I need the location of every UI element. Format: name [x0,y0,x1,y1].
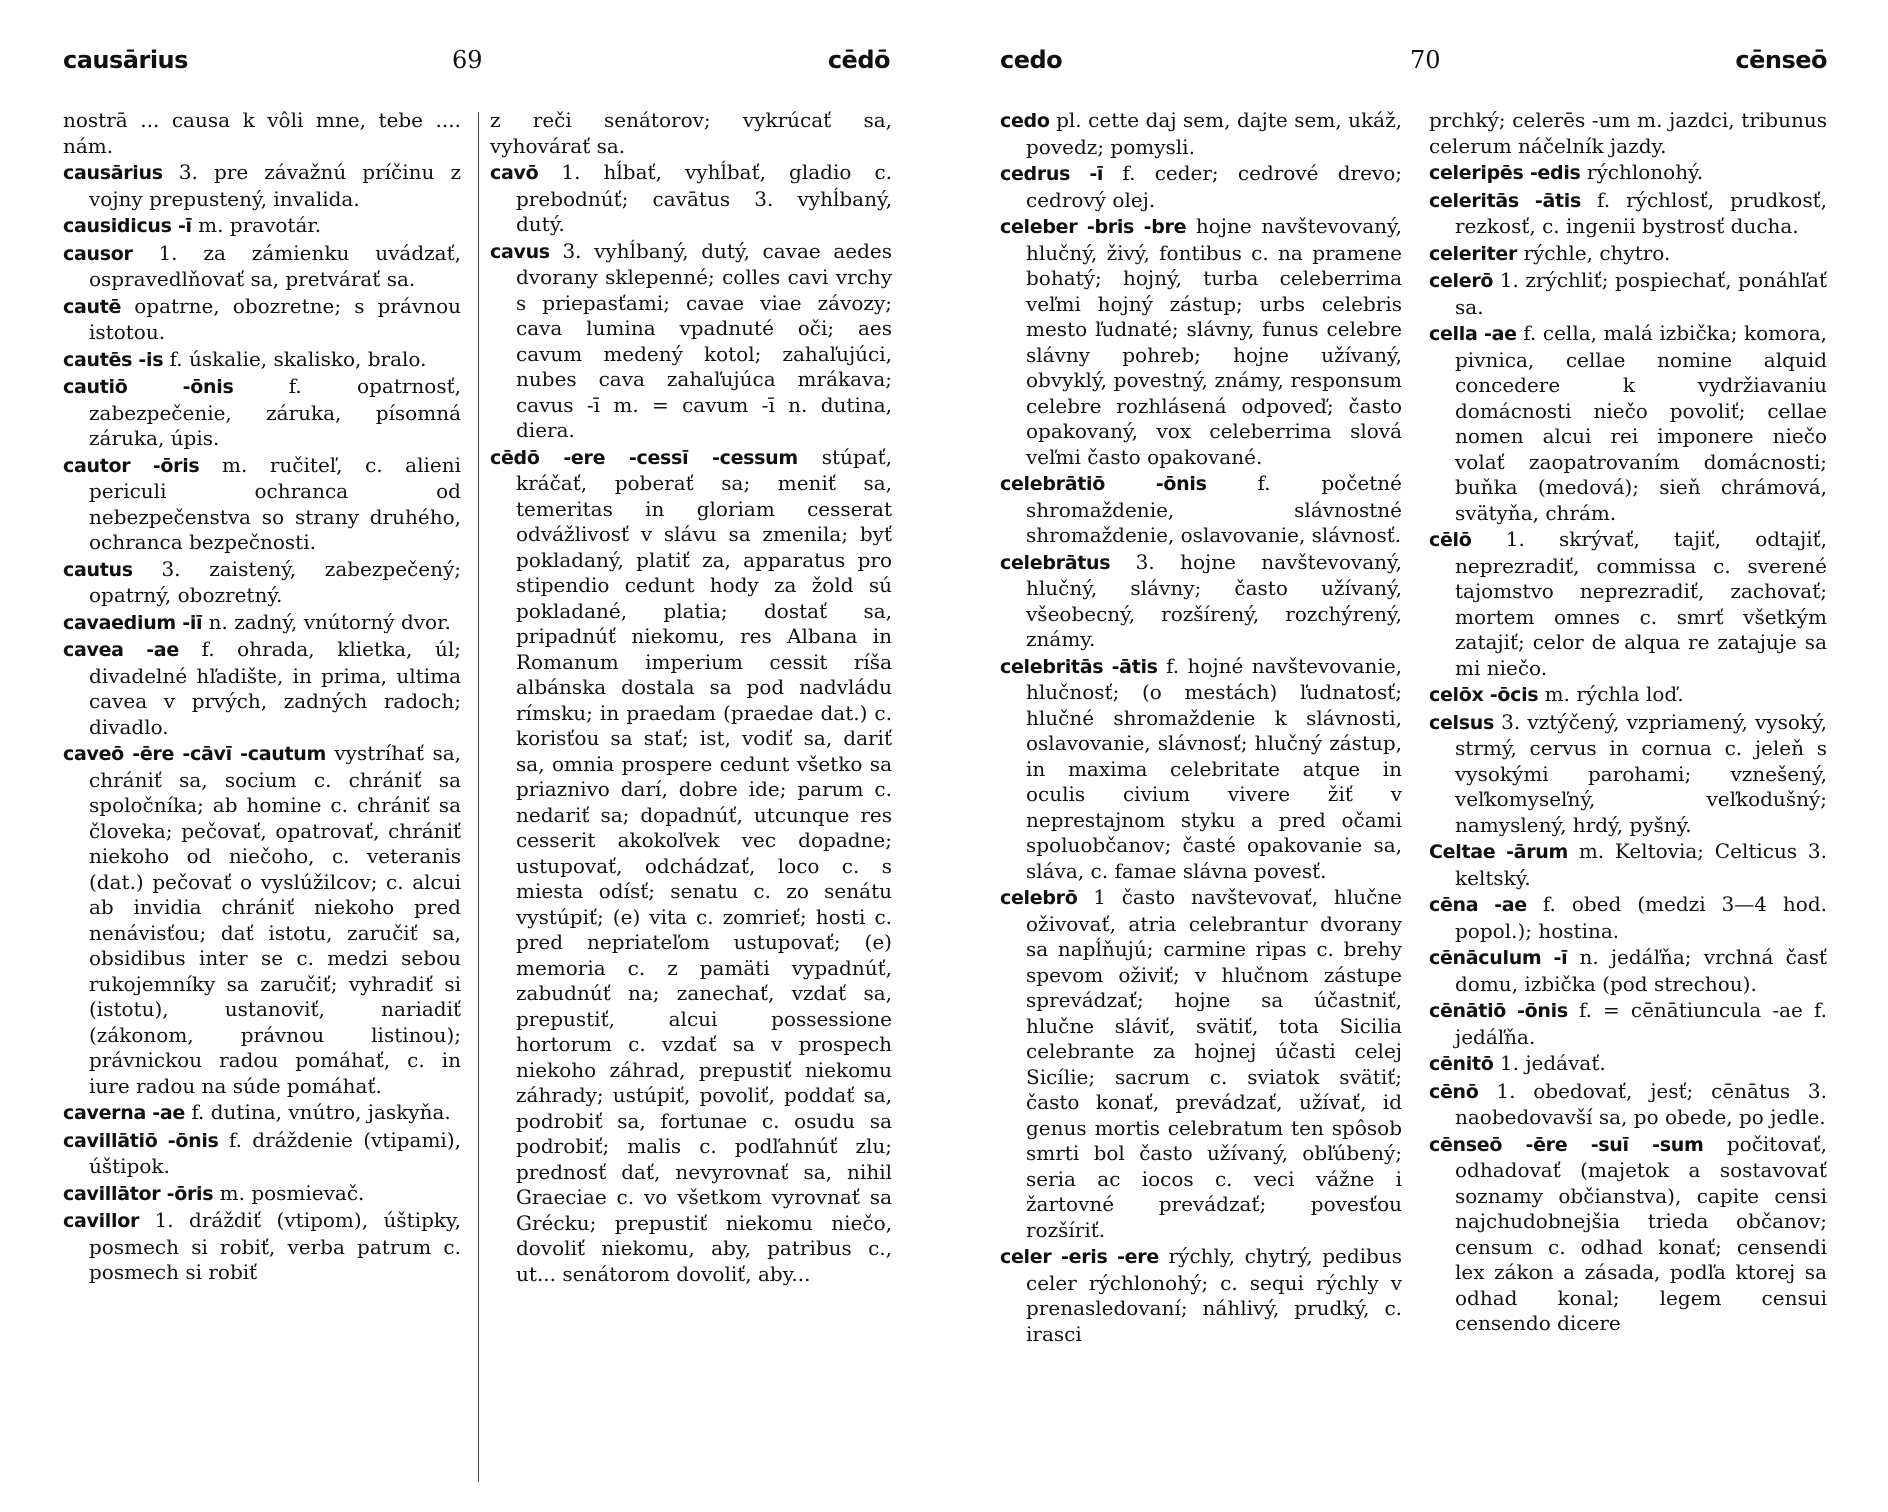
dictionary-entry [63,610,461,637]
entry-text: 3. vyhĺbaný, dutý, cavae aedes dvorany sklepenné; colles cavi vrchy s priepasťami; cavae viae závozy; cava lumina vpadnuté oči; aes cavum medený kotol; zahaľujúci, nubes cava zahaľujúca mrákava; cavus -ī m. = cavum -ī n. dutina, diera. [516,238,893,442]
header-left-guideword: cedo [1000,46,1063,74]
entry-headword: celebrātus [1000,551,1111,574]
right-page [944,0,1888,1500]
dictionary-entry [63,160,461,212]
entry-text: m. rýchla loď. [1544,682,1684,706]
entry-text: 1. dráždiť (vtipom), úštipky, posmech si robiť, verba patrum c. posmech si robiť [89,1208,462,1284]
entry-text: prchký; celerēs -um m. jazdci, tribunus celerum náčelník jazdy. [1429,108,1827,158]
entry-text: f. opatrnosť, zabezpečenie, záruka, písomná záruka, úpis. [89,374,461,450]
entry-headword: cavillātor -ōris [63,1182,214,1205]
dictionary-entry [1429,998,1827,1050]
dictionary-entry [63,1100,461,1127]
entry-headword: cēnseō -ēre -suī -sum [1429,1133,1704,1156]
dictionary-entry [63,241,461,293]
dictionary-entry [1429,945,1827,997]
entry-headword: cēlō [1429,529,1472,551]
entry-text: f. cella, malá izbička; komora, pivnica, cellae nomine alquid concedere k vydržiavaniu domácnosti niečo povoliť; cellae nomen alcui rei imponere niečo volať zaopatrovaním domácnosti; buňka (medová); sieň chrámová, svätyňa, chrám. [1455,321,1828,525]
dictionary-entry [1429,160,1827,187]
entry-headword: celebrō [1000,887,1078,909]
entry-headword: cavaedium -iī [63,611,203,634]
dictionary-entry [1429,188,1827,240]
entry-headword: cavillor [63,1210,140,1232]
entry-headword: celsus [1429,711,1495,734]
dictionary-entry [63,213,461,240]
entry-text: pl. cette daj sem, dajte sem, ukáž, povedz; pomysli. [1026,108,1402,159]
dictionary-entry [63,1181,461,1208]
dictionary-entry [1000,108,1402,160]
dictionary-entry [63,741,461,1099]
entry-text: 1. obedovať, jesť; cēnātus 3. naobedovavší sa, po obede, po jedle. [1455,1078,1827,1129]
entry-headword: cautor -ōris [63,454,200,477]
entry-headword: caveō -ēre -cāvī -cautum [63,743,326,765]
dictionary-entry [63,294,461,346]
entry-headword: causārius [63,162,163,184]
dictionary-entry [1429,241,1827,268]
page-number: 69 [452,46,483,74]
left-page [0,0,944,1500]
entry-headword: celōx -ōcis [1429,684,1539,706]
entry-text: f. = cēnātiuncula -ae f. jedáľňa. [1455,998,1827,1049]
dictionary-entry [63,1128,461,1180]
entry-text: 3. zaistený, zabezpečený; opatrný, obozretný. [89,556,462,607]
dictionary-entry [1429,710,1827,839]
entry-headword: causor [63,242,133,265]
entry-text: m. posmievač. [219,1180,365,1205]
entry-headword: celebritās -ātis [1000,655,1158,678]
dictionary-entry [63,557,461,609]
entry-headword: celeritās -ātis [1429,189,1582,212]
entry-headword: celebrātiō -ōnis [1000,473,1207,495]
entry-headword: Celtae -ārum [1429,841,1568,863]
entry-text: 1. hĺbať, vyhĺbať, gladio c. prebodnúť; cavātus 3. vyhĺbaný, dutý. [516,160,893,236]
entry-text: n. jedáľňa; vrchná časť domu, izbička (pod strechou). [1455,945,1827,996]
column-rule [478,112,479,1482]
entry-text: f. rýchlosť, prudkosť, rezkosť, c. ingenii bystrosť ducha. [1455,187,1828,238]
entry-text: 1. skrývať, tajiť, odtajiť, neprezradiť, commissa c. sverené tajomstvo neprezradiť, zachovať; mortem omnes c. smrť všetkým zatajiť; celor de alqua re zatajuje sa mi niečo. [1455,527,1828,680]
entry-text: 1. jedávať. [1499,1051,1606,1075]
entry-headword: cautus [63,558,133,581]
entry-headword: cēnitō [1429,1053,1494,1075]
entry-text: f. obed (medzi 3—4 hod. popol.); hostina. [1455,892,1827,943]
column [1429,108,1827,1337]
entry-headword: cavus [490,240,550,263]
running-header [0,44,944,84]
entry-text: 1. zrýchliť; pospiechať, ponáhľať sa. [1455,268,1828,319]
entry-headword: cella -ae [1429,323,1517,345]
dictionary-entry [1429,839,1827,891]
entry-text: 1. za zámienku uvádzať, ospravedlňovať sa, pretvárať sa. [89,240,461,291]
entry-text: f. hojné navštevovanie, hlučnosť; (o mestách) ľudnatosť; hlučné shromaždenie k slávnosti, oslavovanie, slávnosť; hlučný zástup, in maxima celebritate atque in oculis civium vivere žiť v neprestajnom styku a pred očami spoluobčanov; časté opakovanie sa, sláva, c. famae slávna povesť. [1026,653,1403,883]
dictionary-entry [1000,550,1402,653]
entry-headword: celeripēs -edis [1429,162,1581,184]
entry-headword: cavō [490,162,539,184]
entry-text: nostrā ... causa k vôli mne, tebe .... nám. [63,108,461,158]
entry-text: m. Keltovia; Celticus 3. keltský. [1455,839,1827,890]
entry-text: stúpať, kráčať, poberať sa; meniť sa, temeritas in gloriam cesserat odvážlivosť v slávu sa zmenila; byť pokladaný, platiť za, apparatus pro stipendio cedunt hody za žold sú pokladané, platia; dostať sa, pripadnúť niekomu, res Albana in Romanum imperium cessit ríša albánska dostala sa pod nadvládu rímsku; in praedam (praedae dat.) c. korisťou sa stať; ist, vodiť sa, dariť sa, omnia prospere cedunt všetko sa priaznivo darí, dobre ide; parum c. nedariť sa; dopadnúť, utcunque res cesserit akokoľvek vec dopadne; ustupovať, odchádzať, loco c. s miesta odísť; senatu c. zo senátu vystúpiť; (e) vita c. zomrieť; hosti c. pred nepriateľom ustupovať; (e) memoria c. z pamäti vypadnúť, zabudnúť na; zanechať, vzdať sa, prepustiť, alcui possessione hortorum c. vzdať sa v prospech niekoho záhrad, prepustiť niekomu záhrady; ustúpiť, povoliť, poddať sa, podrobiť sa, fortunae c. osudu sa podrobiť; malis c. podľahnúť zlu; prednosť dať, nevyrovnať sa, nihil Graeciae c. vo všetkom vyrovnať sa Grécku; prepustiť niekomu niečo, dovoliť niekomu, aby, patribus c., ut... senátorom dovoliť, aby... [516,444,893,1286]
entry-text: vystríhať sa, chrániť sa, socium c. chrániť sa spoločníka; ab homine c. chrániť sa človeka; pečovať, opatrovať, chrániť niekoho od niečoho, c. veteranis (dat.) pečovať o vyslúžilcov; c. alcui ab invidia chrániť niekoho pred nenávisťou; dať istotu, zaručiť sa, obsidibus inter se c. medzi sebou rukojemníky sa zaručiť; vyhradiť si (istotu), ustanoviť, nariadiť (zákonom, právnou listinou); právnickou radou pomáhať, c. in iure radou na súde pomáhať. [89,741,462,1098]
dictionary-entry [63,1208,461,1286]
entry-text: rýchle, chytro. [1523,240,1671,265]
entry-headword: cautē [63,295,122,318]
entry-headword: cēdō -ere -cessī -cessum [490,446,798,469]
entry-headword: cēnāculum -ī [1429,947,1568,969]
dictionary-entry [1429,1051,1827,1078]
entry-headword: celer -eris -ere [1000,1246,1159,1268]
entry-headword: celerō [1429,270,1494,292]
dictionary-entry [490,160,892,238]
entry-continuation [63,108,461,159]
dictionary-entry [63,453,461,556]
dictionary-entry [1429,321,1827,526]
entry-text: počitovať, odhadovať (majetok a sostavovať soznamy občianstva), capite censi najchudobnejšia trieda občanov; censum c. odhad konať; censendi lex zákon a zásada, podľa ktorej sa odhad konal; legem censui censendo dicere [1455,1131,1827,1335]
entry-text: m. pravotár. [198,213,322,237]
header-right-guideword: cēnseō [1735,46,1827,74]
entry-text: f. ceder; cedrové drevo; cedrový olej. [1026,161,1402,212]
entry-text: rýchly, chytrý, pedibus celer rýchlonohý; c. sequi rýchly v prenasledovaní; náhlivý, prudký, c. irasci [1026,1244,1402,1346]
entry-text: f. dráždenie (vtipami), úštipok. [89,1127,461,1178]
dictionary-entry [1000,654,1402,885]
entry-headword: celeber -bris -bre [1000,216,1187,238]
column [490,108,892,1287]
dictionary-entry [1000,161,1402,213]
entry-text: f. ohrada, klietka, úl; divadelné hľadište, in prima, ultima cavea v prvých, zadných radoch; divadlo. [89,637,462,739]
dictionary-entry [1429,1079,1827,1131]
entry-continuation [1429,108,1827,159]
dictionary-entry [63,637,461,740]
entry-headword: causidicus -ī [63,215,192,237]
page-number: 70 [1410,46,1441,74]
entry-headword: celeriter [1429,242,1518,265]
dictionary-entry [1000,1244,1402,1347]
dictionary-entry [490,445,892,1288]
header-left-guideword: causārius [63,46,188,74]
entry-text: rýchlonohý. [1586,160,1704,184]
dictionary-entry [1429,892,1827,944]
entry-text: 3. vztýčený, vzpriamený, vysoký, strmý, cervus in cornua c. jeleň s vysokými parohami; vznešený, veľkomyseľný, veľkodušný; namyslený, hrdý, pyšný. [1455,709,1828,837]
dictionary-entry [1429,682,1827,709]
entry-headword: cedo [1000,110,1050,132]
dictionary-entry [490,239,892,444]
entry-text: opatrne, obozretne; s právnou istotou. [89,293,461,344]
header-right-guideword: cēdō [827,46,890,74]
entry-text: n. zadný, vnútorný dvor. [208,609,451,634]
dictionary-entry [1429,268,1827,320]
dictionary-entry [1000,471,1402,549]
column [63,108,461,1286]
entry-headword: cēna -ae [1429,894,1527,916]
entry-continuation [490,108,892,159]
entry-headword: cavillātiō -ōnis [63,1129,219,1152]
running-header [944,44,1888,84]
dictionary-entry [1000,214,1402,470]
entry-headword: cavea -ae [63,639,179,661]
entry-text: m. ručiteľ, c. alieni periculi ochranca od nebezpečenstva so strany druhého, ochranca bezpečnosti. [89,452,462,554]
entry-text: 3. pre závažnú príčinu z vojny prepustený, invalida. [89,160,461,211]
entry-text: z reči senátorov; vykrúcať sa, vyhovárať sa. [490,108,892,158]
entry-headword: cedrus -ī [1000,163,1104,185]
entry-text: f. úskalie, skalisko, bralo. [169,346,427,371]
entry-text: f. dutina, vnútro, jaskyňa. [191,1100,451,1124]
dictionary-entry [63,347,461,374]
dictionary-entry [1000,885,1402,1243]
entry-text: 1 často navštevovať, hlučne oživovať, atria celebrantur dvorany sa napĺňujú; carmine ripas c. brehy spevom oživiť; v hlučnom zástupe sprevádzať; hojne sa účastniť, hlučne sláviť, svätiť, tota Sicilia celebrante za hojnej účasti celej Sicílie; sacrum c. sviatok svätiť; často konať, prevádzať, užívať, id genus mortis celebratum ten spôsob smrti bol často užívaný, obľúbený; seria ac iocos c. veci vážne i žartovné prevádzať; povesťou rozšíriť. [1026,885,1402,1242]
entry-headword: cautēs -is [63,348,164,371]
entry-text: f. početné shromaždenie, slávnostné shromaždenie, oslavovanie, slávnosť. [1026,471,1402,547]
entry-headword: cēnātiō -ōnis [1429,1000,1568,1022]
entry-text: 3. hojne navštevovaný, hlučný, slávny; často užívaný, všeobecný, rozšírený, rozchýrený, známy. [1026,549,1402,651]
dictionary-entry [63,374,461,452]
entry-headword: caverna -ae [63,1102,185,1124]
column [1000,108,1402,1347]
entry-text: hojne navštevovaný, hlučný, živý, fontibus c. na pramene bohatý; hojný, turba celeberrima veľmi hojný zástup; urbs celebris mesto ľudnaté; slávny, funus celebre slávny pohreb; hojne užívaný, obvyklý, povestný, známy, responsum celebre rozhlásená odpoveď; často opakovaný, vox celeberrima slová veľmi často opakované. [1026,214,1402,469]
dictionary-entry [1429,527,1827,681]
dictionary-entry [1429,1132,1827,1337]
entry-headword: cautiō -ōnis [63,376,234,398]
entry-headword: cēnō [1429,1080,1479,1103]
